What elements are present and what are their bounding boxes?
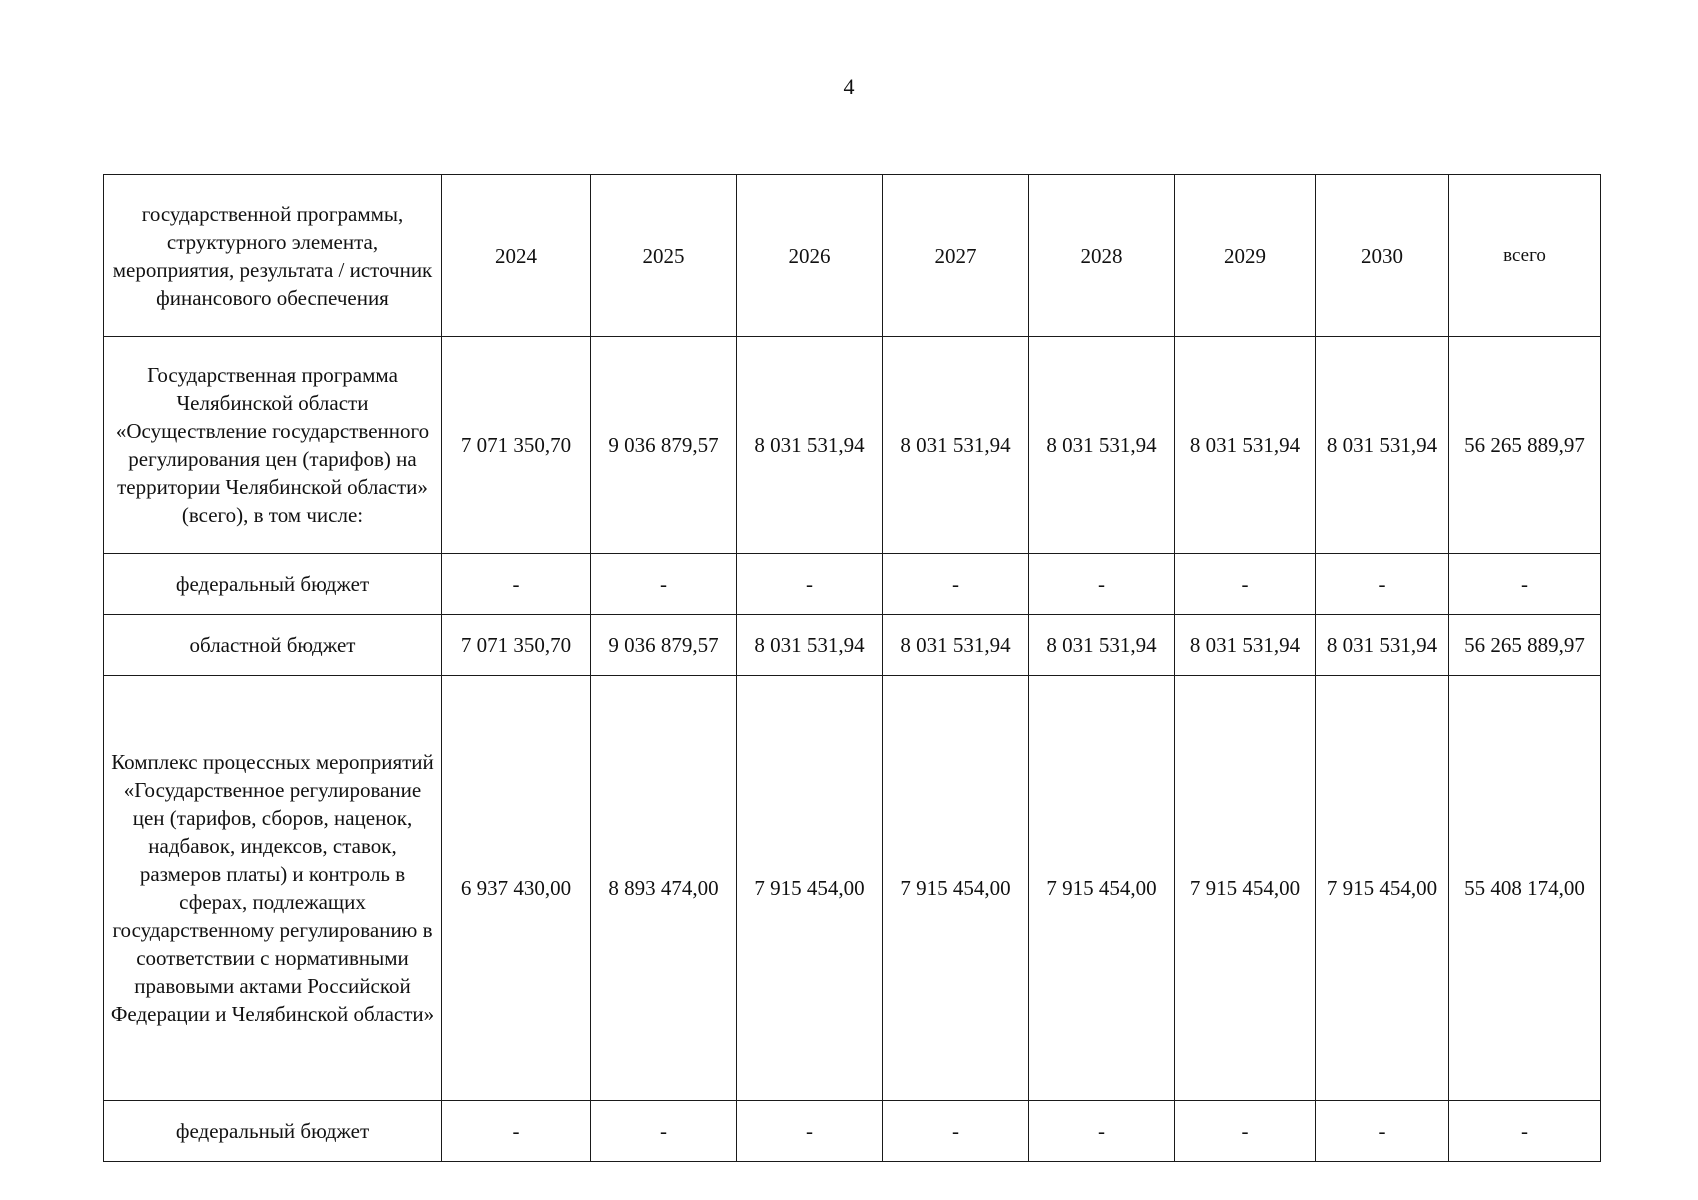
value-cell-2024: 7 071 350,70 [442, 337, 591, 554]
value-cell-2026: 8 031 531,94 [737, 615, 883, 676]
header-year-2024: 2024 [442, 175, 591, 337]
value-cell-2028: 8 031 531,94 [1029, 337, 1175, 554]
value-cell-2027: - [883, 554, 1029, 615]
value-cell-total: 56 265 889,97 [1449, 615, 1601, 676]
value-cell-2027: - [883, 1101, 1029, 1162]
header-year-2028: 2028 [1029, 175, 1175, 337]
value-cell-2024: - [442, 554, 591, 615]
value-cell-2025: - [591, 554, 737, 615]
value-cell-2028: - [1029, 554, 1175, 615]
table-row-federal-budget [104, 554, 1601, 615]
value-cell-2030: - [1316, 554, 1449, 615]
value-cell-2030: 7 915 454,00 [1316, 676, 1449, 1101]
value-cell-2030: - [1316, 1101, 1449, 1162]
page-number: 4 [843, 74, 855, 99]
value-cell-2030: 8 031 531,94 [1316, 615, 1449, 676]
header-year-2027: 2027 [883, 175, 1029, 337]
value-cell-2025: 9 036 879,57 [591, 337, 737, 554]
value-cell-2027: 8 031 531,94 [883, 615, 1029, 676]
value-cell-2025: 8 893 474,00 [591, 676, 737, 1101]
value-cell-2026: - [737, 554, 883, 615]
value-cell-total: - [1449, 554, 1601, 615]
table-row-process-complex [104, 676, 1601, 1101]
table-row-regional-budget [104, 615, 1601, 676]
header-total: всего [1449, 175, 1601, 337]
value-cell-2024: 6 937 430,00 [442, 676, 591, 1101]
value-cell-2025: - [591, 1101, 737, 1162]
value-cell-2028: - [1029, 1101, 1175, 1162]
table-header-row [104, 175, 1601, 337]
value-cell-2025: 9 036 879,57 [591, 615, 737, 676]
value-cell-total: - [1449, 1101, 1601, 1162]
value-cell-2028: 7 915 454,00 [1029, 676, 1175, 1101]
value-cell-2026: 8 031 531,94 [737, 337, 883, 554]
row-name-cell: федеральный бюджет [104, 554, 442, 615]
value-cell-total: 55 408 174,00 [1449, 676, 1601, 1101]
header-name-cell: государственной программы, структурного элемента, мероприятия, результата / источник финансового обеспечения [104, 175, 442, 337]
table-row-federal-budget [104, 1101, 1601, 1162]
value-cell-2029: - [1175, 554, 1316, 615]
row-name-cell: Государственная программа Челябинской области «Осуществление государственного регулирования цен (тарифов) на территории Челябинской области» (всего), в том числе: [104, 337, 442, 554]
header-year-2030: 2030 [1316, 175, 1449, 337]
value-cell-2029: 8 031 531,94 [1175, 615, 1316, 676]
value-cell-2028: 8 031 531,94 [1029, 615, 1175, 676]
value-cell-total: 56 265 889,97 [1449, 337, 1601, 554]
value-cell-2029: 8 031 531,94 [1175, 337, 1316, 554]
header-year-2026: 2026 [737, 175, 883, 337]
value-cell-2024: 7 071 350,70 [442, 615, 591, 676]
table-row-state-program [104, 337, 1601, 554]
value-cell-2027: 7 915 454,00 [883, 676, 1029, 1101]
value-cell-2029: - [1175, 1101, 1316, 1162]
value-cell-2026: - [737, 1101, 883, 1162]
value-cell-2027: 8 031 531,94 [883, 337, 1029, 554]
value-cell-2026: 7 915 454,00 [737, 676, 883, 1101]
row-name-cell: областной бюджет [104, 615, 442, 676]
value-cell-2029: 7 915 454,00 [1175, 676, 1316, 1101]
header-year-2025: 2025 [591, 175, 737, 337]
value-cell-2030: 8 031 531,94 [1316, 337, 1449, 554]
budget-table [103, 174, 1601, 1162]
row-name-cell: Комплекс процессных мероприятий «Государственное регулирование цен (тарифов, сборов, наценок, надбавок, индексов, ставок, размеров платы) и контроль в сферах, подлежащих государственному регулированию в соответствии с нормативными правовыми актами Российской Федерации и Челябинской области» [104, 676, 442, 1101]
row-name-cell: федеральный бюджет [104, 1101, 442, 1162]
value-cell-2024: - [442, 1101, 591, 1162]
header-year-2029: 2029 [1175, 175, 1316, 337]
